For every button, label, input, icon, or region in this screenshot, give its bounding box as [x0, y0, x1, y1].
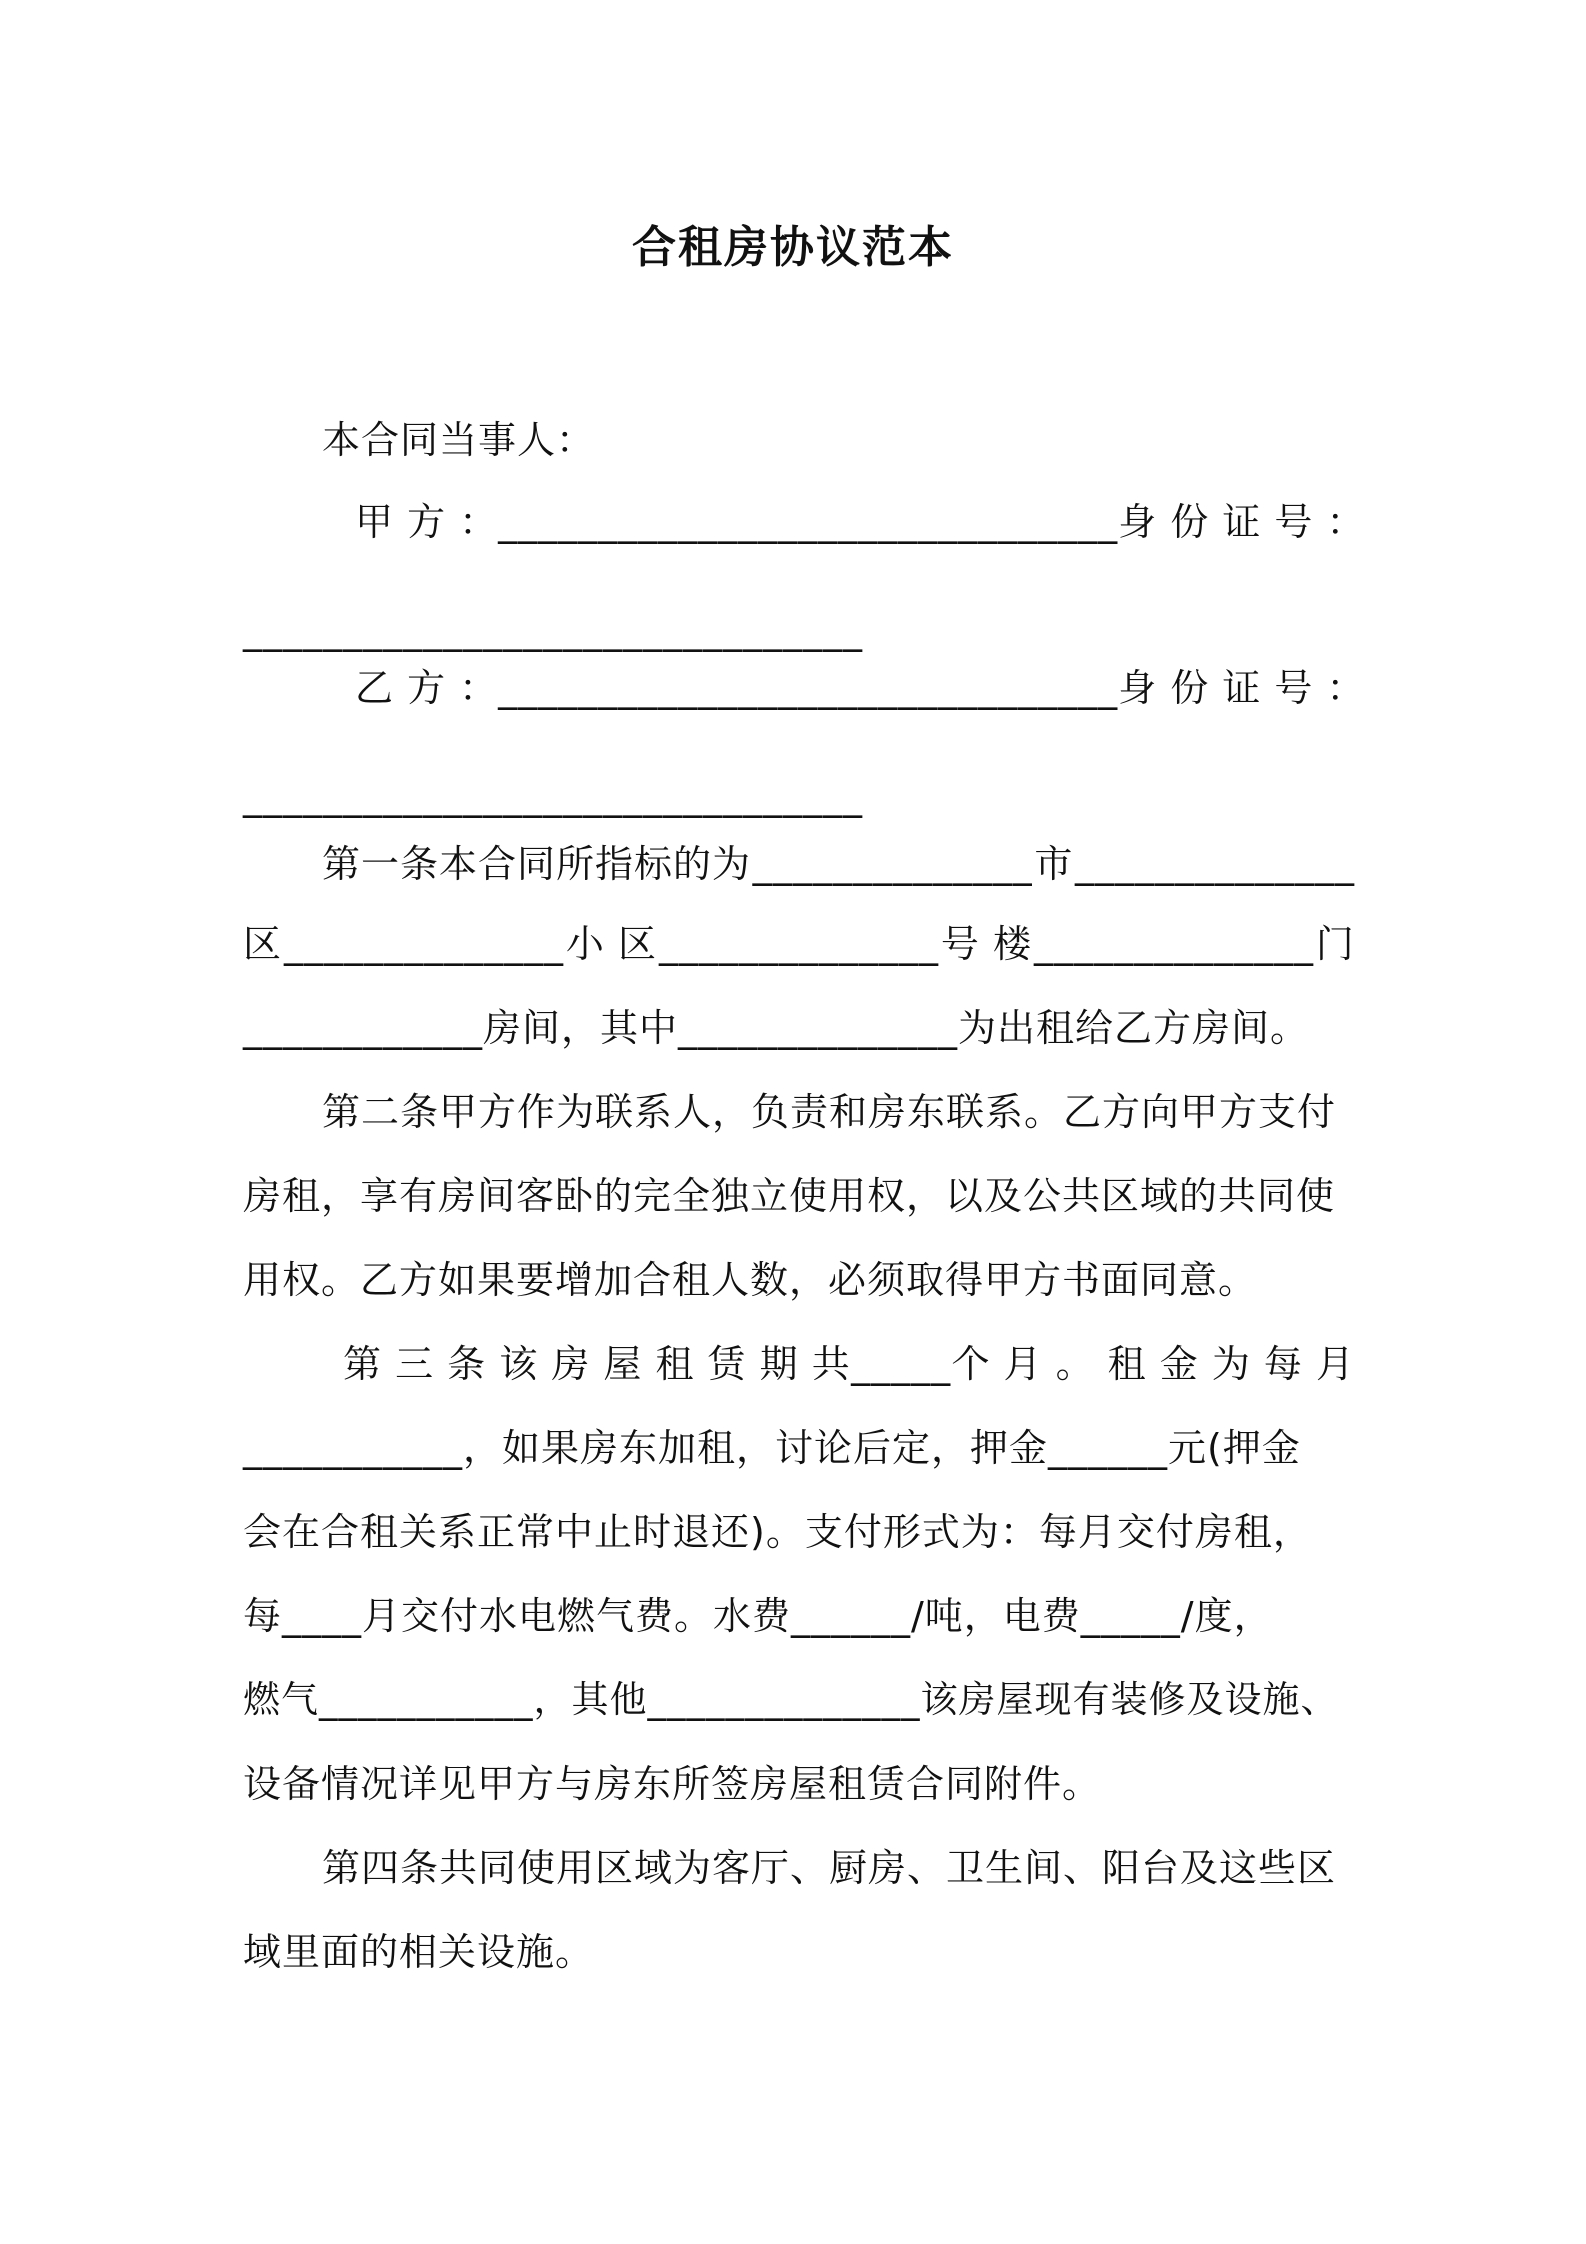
- article1-l2-building: 号 楼: [940, 922, 1033, 966]
- article1-l1-blank1: ______________: [752, 842, 1033, 886]
- article3-line6: 设备情况详见甲方与房东所签房屋租赁合同附件。: [243, 1762, 1102, 1806]
- party-a-id-label: 身 份 证 号 ：: [1118, 500, 1366, 544]
- article1-l2-blank1: ______________: [283, 922, 564, 966]
- party-b-line: [355, 660, 1366, 716]
- article3-l1-rent: 个 月 。 租 金 为 每 月: [951, 1342, 1355, 1386]
- document-title: 合租房协议范本: [632, 222, 954, 273]
- article2-line3: 用权。乙方如果要增加合租人数，必须取得甲方书面同意。: [243, 1258, 1258, 1302]
- party-a-line: [355, 494, 1366, 550]
- article3-line1: [343, 1336, 1355, 1392]
- article3-l1-text: 第 三 条 该 房 屋 租 赁 期 共: [343, 1342, 851, 1386]
- party-b-id-label: 身 份 证 号 ：: [1118, 666, 1366, 710]
- article1-l1-city: 市: [1034, 842, 1074, 886]
- article1-l1-blank2: ______________: [1075, 842, 1355, 886]
- article3-line5: 燃气___________，其他______________该房屋现有装修及设施、: [243, 1678, 1339, 1721]
- article1-l2-blank3: ______________: [1033, 922, 1314, 966]
- parties-heading: 本合同当事人：: [322, 418, 596, 462]
- party-b-name-blank: _______________________________: [498, 666, 1119, 710]
- article3-line4: 每____月交付水电燃气费。水费______/吨，电费_____/度，: [243, 1594, 1273, 1638]
- party-a-name-blank: _______________________________: [498, 500, 1119, 544]
- party-b-label: 乙 方 ：: [355, 666, 499, 710]
- party-a-label: 甲 方 ：: [355, 500, 499, 544]
- article1-line3: ____________房间，其中______________为出租给乙方房间。: [243, 1006, 1310, 1050]
- article2-line1: 第二条甲方作为联系人，负责和房东联系。乙方向甲方支付: [322, 1090, 1337, 1134]
- article4-line2: 域里面的相关设施。: [243, 1930, 595, 1974]
- article1-line2: [243, 916, 1355, 972]
- party-b-id-blank: _______________________________: [243, 774, 863, 818]
- article3-line2: ___________，如果房东加租，讨论后定，押金______元(押金: [243, 1426, 1301, 1470]
- article2-line2: 房租，享有房间客卧的完全独立使用权，以及公共区域的共同使: [243, 1174, 1336, 1218]
- article1-l2-door: 门: [1315, 922, 1355, 966]
- party-a-id-blank: _______________________________: [243, 608, 863, 652]
- article1-l2-community: 小 区: [565, 922, 658, 966]
- article3-l1-blank: _____: [851, 1342, 952, 1386]
- article1-line1: [322, 836, 1355, 892]
- article3-line3: 会在合租关系正常中止时退还)。支付形式为：每月交付房租，: [243, 1510, 1312, 1554]
- article1-l2-district: 区: [243, 922, 283, 966]
- article4-line1: 第四条共同使用区域为客厅、厨房、卫生间、阳台及这些区: [322, 1846, 1337, 1890]
- article1-l1-text: 第一条本合同所指标的为: [322, 842, 752, 886]
- article1-l2-blank2: ______________: [658, 922, 939, 966]
